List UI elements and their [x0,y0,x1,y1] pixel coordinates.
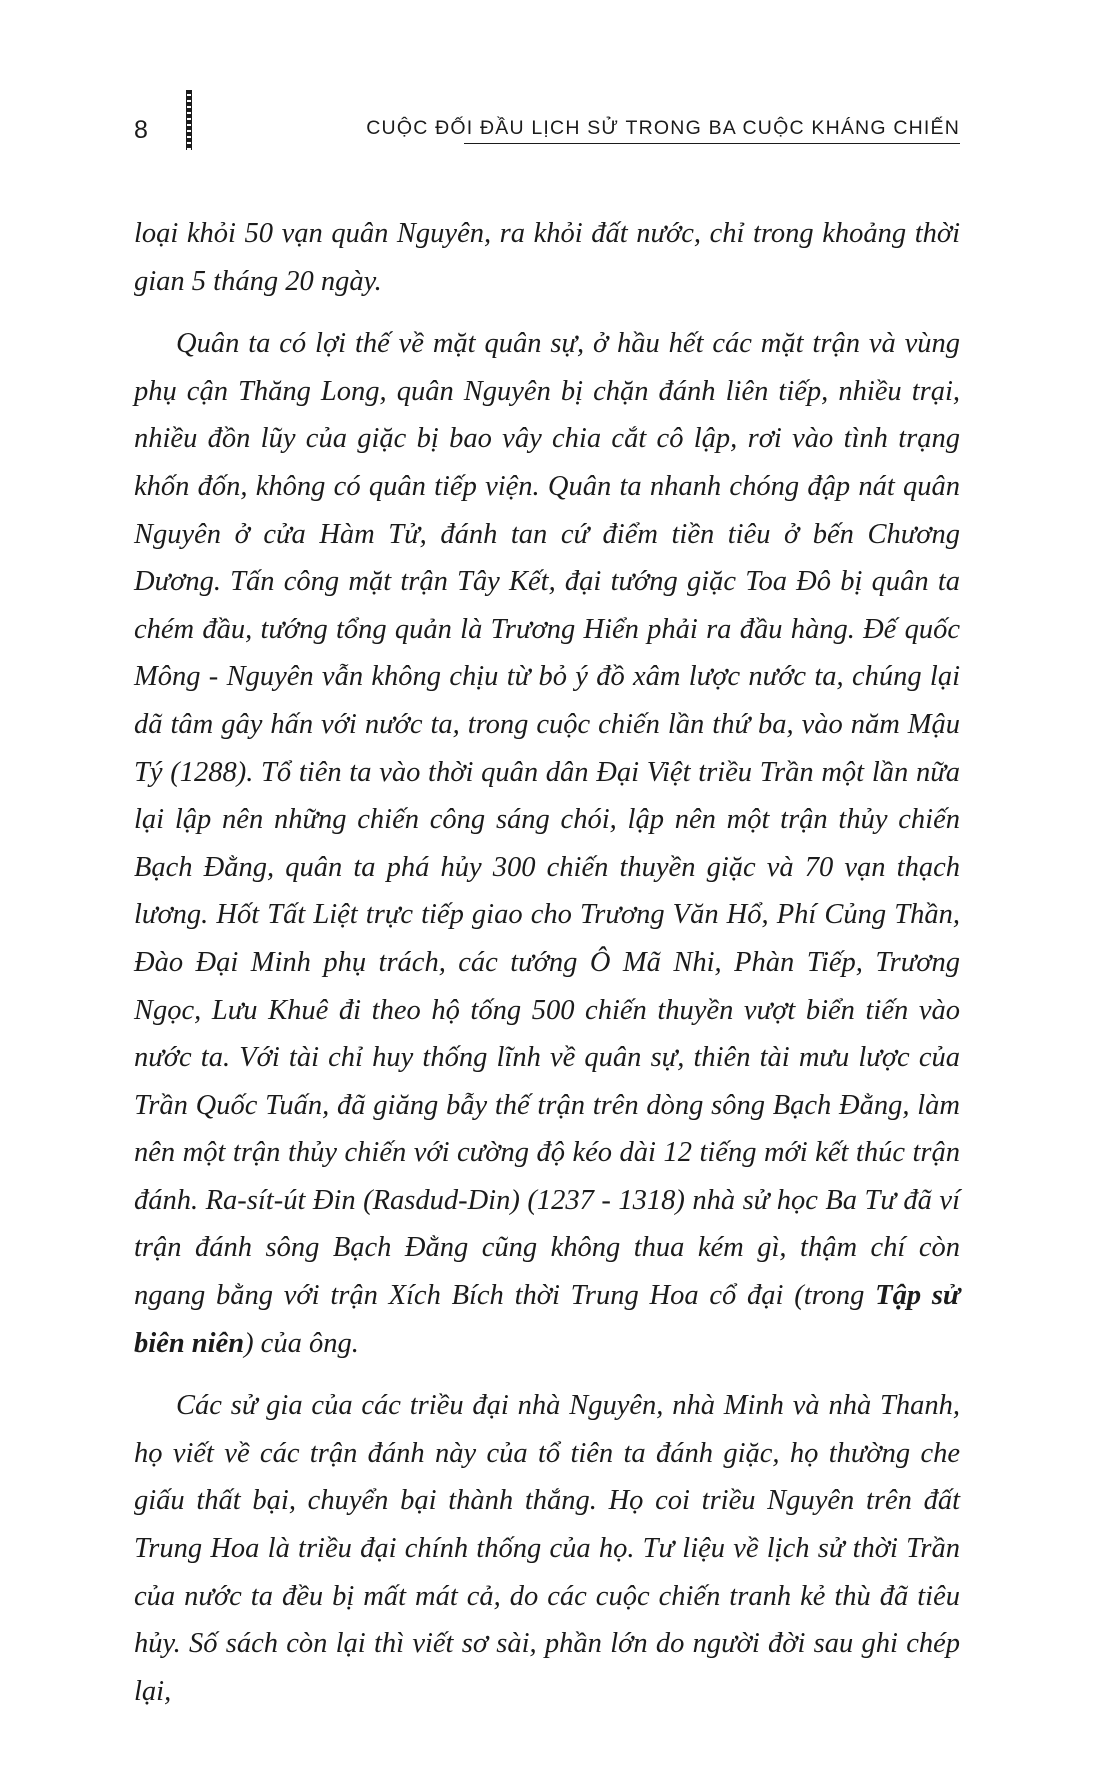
book-title-emphasis: Tập sử biên niên [134,1280,961,1359]
header-divider-bar [186,90,192,150]
paragraph-2-text: Quân ta có lợi thế về mặt quân sự, ở hầu hết các mặt trận và vùng phụ cận Thăng Long, quân Nguyên bị chặn đánh liên tiếp, nhiều trại, nhiều đồn lũy của giặc bị bao vây chia cắt cô lập, rơi vào tình trạng khốn đốn, không có quân tiếp viện. Quân ta nhanh chóng đập nát quân Nguyên ở cửa Hàm Tử, đánh tan cứ điểm tiền tiêu ở bến Chương Dương. Tấn công mặt trận Tây Kết, đại tướng giặc Toa Đô bị quân ta chém đầu, tướng tổng quản là Trương Hiển phải ra đầu hàng. Đế quốc Mông - Nguyên vẫn không chịu từ bỏ ý đồ xâm lược nước ta, chúng lại dã tâm gây hấn với nước ta, trong cuộc chiến lần thứ ba, vào năm Mậu Tý (1288). Tổ tiên ta vào thời quân dân Đại Việt triều Trần một lần nữa lại lập nên những chiến công sáng chói, lập nên một trận thủy chiến Bạch Đằng, quân ta phá hủy 300 chiến thuyền giặc và 70 vạn thạch lương. Hốt Tất Liệt trực tiếp giao cho Trương Văn Hổ, Phí Củng Thần, Đào Đại Minh phụ trách, các tướng Ô Mã Nhi, Phàn Tiếp, Trương Ngọc, Lưu Khuê đi theo hộ tống 500 chiến thuyền vượt biển tiến vào nước ta. Với tài chỉ huy thống lĩnh về quân sự, thiên tài mưu lược của Trần Quốc Tuấn, đã giăng bẫy thế trận trên dòng sông Bạch Đằng, làm nên một trận thủy chiến với cường độ kéo dài 12 tiếng mới kết thúc trận đánh. Ra-sít-út Đin (Rasdud-Din) (1237 - 1318) nhà sử học Ba Tư đã ví trận đánh sông Bạch Đằng cũng không thua kém gì, thậm chí còn ngang bằng với trận Xích Bích thời Trung Hoa cổ đại (trong [134,328,960,1312]
running-header [134,90,960,152]
paragraph-1: loại khỏi 50 vạn quân Nguyên, ra khỏi đất nước, chỉ trong khoảng thời gian 5 tháng 20 ngày. [134,218,960,297]
paragraph-3: Các sử gia của các triều đại nhà Nguyên, nhà Minh và nhà Thanh, họ viết về các trận đánh này của tổ tiên ta đánh giặc, họ thường che giấu thất bại, chuyển bại thành thắng. Họ coi triều Nguyên trên đất Trung Hoa là triều đại chính thống của họ. Tư liệu về lịch sử thời Trần của nước ta đều bị mất mát cả, do các cuộc chiến tranh kẻ thù đã tiêu hủy. Số sách còn lại thì viết sơ sài, phần lớn do người đời sau ghi chép lại, [134,1390,960,1707]
header-underline [464,143,960,144]
body-text [134,210,960,1715]
paragraph-2-end: ) của ông. [244,1327,359,1359]
page-number: 8 [134,116,148,144]
running-title: CUỘC ĐỐI ĐẦU LỊCH SỬ TRONG BA CUỘC KHÁNG CHIẾN [366,117,960,139]
paragraph-2 [134,320,960,1367]
